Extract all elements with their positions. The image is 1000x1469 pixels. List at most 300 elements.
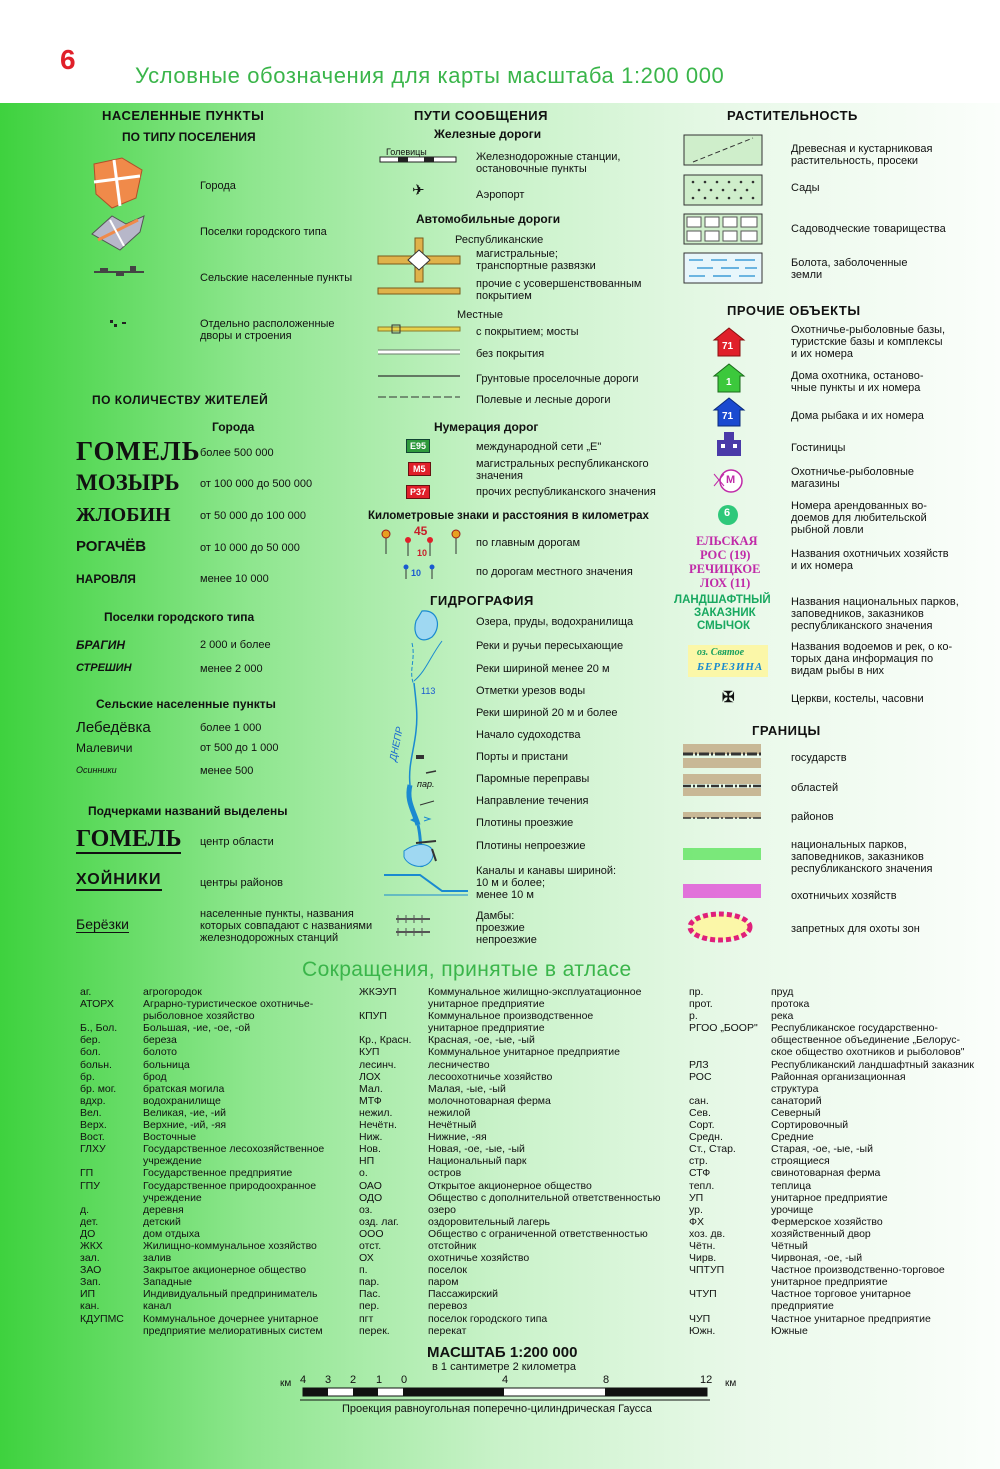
abbr-key: ЖКХ bbox=[80, 1239, 103, 1252]
other-item-8: Названия национальных парков, заповедников, заказников республиканского значения bbox=[791, 596, 959, 632]
hydro-mark-label: 113 bbox=[421, 686, 436, 696]
abbr-value: водохранилище bbox=[143, 1094, 221, 1107]
rural-name-3: Осинники bbox=[76, 765, 117, 775]
hydro-item-7: Порты и пристани bbox=[476, 751, 569, 763]
abbr-key: Зап. bbox=[80, 1276, 101, 1289]
abbr-value: учреждение bbox=[143, 1155, 202, 1168]
abbr-key: ЖКЭУП bbox=[359, 986, 397, 998]
vegetation-item-swamps: Болота, заболоченные земли bbox=[791, 257, 908, 281]
abbr-key bbox=[80, 1192, 144, 1204]
abbr-key: озд. лаг. bbox=[359, 1215, 399, 1228]
abbr-key: Средн. bbox=[689, 1131, 723, 1144]
garden-coop-symbol bbox=[683, 213, 763, 245]
abbr-key: Пас. bbox=[359, 1288, 381, 1301]
abbr-value: Чирвоная, -ое, -ый bbox=[771, 1252, 863, 1265]
abbr-key: КДУПМС bbox=[80, 1312, 124, 1325]
abbr-value: Великая, -ие, -ий bbox=[143, 1106, 226, 1119]
abbr-key: МТФ bbox=[359, 1094, 382, 1107]
abbr-value: Нижние, -яя bbox=[428, 1131, 487, 1144]
hunting-name-2: РОС (19) bbox=[700, 548, 751, 562]
hydro-item-2: Реки и ручьи пересыхающие bbox=[476, 640, 624, 652]
abbr-value: Районная организационная bbox=[771, 1070, 906, 1083]
park-name-2: ЗАКАЗНИК bbox=[694, 607, 756, 619]
road-badge-m5: M5 bbox=[408, 462, 431, 476]
hydro-item-6: Начало судоходства bbox=[476, 729, 581, 741]
numbering-desc-m: магистральных республиканского значения bbox=[476, 458, 649, 482]
abbr-value: Государственное природоохранное bbox=[143, 1179, 317, 1192]
abbr-value: Коммунальное унитарное предприятие bbox=[428, 1046, 620, 1059]
abbr-value: деревня bbox=[143, 1203, 184, 1216]
rural-desc-3: менее 500 bbox=[200, 765, 254, 777]
other-item-7: Названия охотничьих хозяйств и их номера bbox=[791, 548, 949, 572]
abbr-key: ОДО bbox=[359, 1191, 383, 1204]
abbr-key: хоз. дв. bbox=[689, 1227, 726, 1240]
abbr-value: нежилой bbox=[428, 1106, 471, 1119]
abbr-key bbox=[80, 1155, 144, 1167]
road-badge-p37: P37 bbox=[406, 485, 430, 499]
underlined-desc-3: населенные пункты, названия которых совпадают с названиями железнодорожных станций bbox=[200, 908, 373, 944]
abbr-key: аг. bbox=[80, 986, 92, 998]
hunter-house-number: 1 bbox=[726, 377, 732, 388]
border-symbols bbox=[683, 744, 763, 944]
hydro-heading: ГИДРОГРАФИЯ bbox=[430, 593, 534, 608]
abbr-value: Средние bbox=[771, 1131, 814, 1144]
gardens-symbol bbox=[683, 174, 763, 206]
other-item-4: Гостиницы bbox=[791, 442, 846, 454]
abbr-value: агрогородок bbox=[143, 986, 202, 998]
abbr-key: ОХ bbox=[359, 1252, 374, 1265]
abbr-value: учреждение bbox=[143, 1191, 202, 1204]
airport-icon: ✈ bbox=[412, 182, 425, 199]
abbr-key: Нов. bbox=[359, 1143, 381, 1156]
abbr-value: Старая, -ое, -ые, -ый bbox=[771, 1143, 873, 1156]
abbr-value: поселок городского типа bbox=[428, 1312, 548, 1325]
abbr-key bbox=[689, 1300, 769, 1312]
abbr-value: отстойник bbox=[428, 1239, 477, 1252]
underlined-name-3: Берёзки bbox=[76, 916, 129, 932]
abbr-key: РОС bbox=[689, 1070, 712, 1083]
abbr-value: структура bbox=[771, 1082, 819, 1095]
abbr-key: Нечётн. bbox=[359, 1119, 397, 1132]
underlined-desc-2: центры районов bbox=[200, 877, 284, 889]
hydro-item-5: Реки шириной 20 м и более bbox=[476, 707, 618, 719]
abbr-col1-vals bbox=[143, 986, 353, 1337]
abbr-key: Ниж. bbox=[359, 1131, 383, 1144]
abbr-value: поселок bbox=[428, 1264, 467, 1277]
abbr-value: Частное торговое унитарное bbox=[771, 1288, 911, 1301]
city-desc-1: более 500 000 bbox=[200, 447, 274, 459]
abbr-value: береза bbox=[143, 1034, 177, 1047]
border-item-1: государств bbox=[791, 752, 847, 764]
town-desc-2: менее 2 000 bbox=[200, 663, 263, 675]
vegetation-item-gardens: Сады bbox=[791, 182, 820, 194]
numbering-desc-p: прочих республиканского значения bbox=[476, 486, 656, 498]
abbr-key: ЧУП bbox=[689, 1312, 711, 1325]
scale-unit-left: км bbox=[280, 1378, 292, 1389]
settlement-type-rural: Сельские населенные пункты bbox=[200, 272, 353, 284]
numbering-desc-e: международной сети „Е" bbox=[476, 441, 602, 453]
abbr-value: Общество с ограниченной ответственностью bbox=[428, 1227, 648, 1240]
abbr-key bbox=[689, 1276, 769, 1288]
scale-tick-label-l1: 1 bbox=[376, 1374, 383, 1386]
abbr-value: ское общество охотников и рыболовов" bbox=[771, 1046, 965, 1059]
city-desc-2: от 100 000 до 500 000 bbox=[200, 478, 313, 490]
abbr-value: оздоровительный лагерь bbox=[428, 1215, 551, 1228]
other-heading: ПРОЧИЕ ОБЪЕКТЫ bbox=[727, 303, 861, 318]
town-name-2: СТРЕШИН bbox=[76, 662, 132, 674]
rural-name-2: Малевичи bbox=[76, 741, 133, 755]
abbr-value: лесничество bbox=[428, 1058, 490, 1071]
abbr-key: пар. bbox=[359, 1276, 380, 1289]
city-desc-4: от 10 000 до 50 000 bbox=[200, 542, 300, 554]
abbr-key: Верх. bbox=[80, 1119, 107, 1132]
road-badge-e95: E95 bbox=[406, 439, 430, 453]
hunting-base-number: 71 bbox=[722, 341, 734, 352]
abbr-key: тепл. bbox=[689, 1179, 715, 1192]
local-item-paved: с покрытием; мосты bbox=[476, 326, 579, 338]
scale-tick-label-r8: 8 bbox=[603, 1374, 610, 1386]
border-item-2: областей bbox=[791, 782, 839, 794]
settlement-type-farmstead: Отдельно расположенные дворы и строения bbox=[200, 318, 335, 342]
border-item-3: районов bbox=[791, 811, 834, 823]
abbr-key: бр. bbox=[80, 1070, 95, 1083]
abbr-value: теплица bbox=[771, 1179, 812, 1192]
abbr-key: отст. bbox=[359, 1239, 382, 1252]
abbr-value: Большая, -ие, -ое, -ой bbox=[143, 1022, 251, 1035]
abbr-key: Чирв. bbox=[689, 1252, 717, 1265]
abbr-key: о. bbox=[359, 1167, 368, 1180]
abbr-key bbox=[359, 1022, 429, 1034]
scale-title: МАСШТАБ 1:200 000 bbox=[427, 1344, 578, 1361]
km-item-local: по дорогам местного значения bbox=[476, 566, 633, 578]
ferry-label: пар. bbox=[417, 779, 435, 789]
hunting-name-3: РЕЧИЦКОЕ bbox=[689, 562, 761, 576]
abbr-key: д. bbox=[80, 1203, 90, 1216]
abbr-key: Б., Бол. bbox=[80, 1022, 118, 1035]
abbr-value: Закрытое акционерное общество bbox=[143, 1264, 307, 1277]
abbr-value: Южные bbox=[771, 1324, 808, 1337]
underlined-name-2: ХОЙНИКИ bbox=[76, 871, 162, 891]
abbr-value: молочнотоварная ферма bbox=[428, 1094, 551, 1107]
abbr-value: хозяйственный двор bbox=[771, 1227, 871, 1240]
abbr-value: Индивидуальный предприниматель bbox=[143, 1288, 318, 1301]
hunting-name-4: ЛОХ (11) bbox=[700, 576, 751, 590]
abbr-value: унитарное предприятие bbox=[771, 1191, 888, 1204]
abbr-key: сан. bbox=[689, 1094, 709, 1107]
city-desc-5: менее 10 000 bbox=[200, 573, 269, 585]
local-label: Местные bbox=[457, 309, 504, 321]
towns-heading: Поселки городского типа bbox=[104, 610, 255, 624]
local-item-field: Полевые и лесные дороги bbox=[476, 394, 611, 406]
hydro-item-1: Озера, пруды, водохранилища bbox=[476, 616, 634, 628]
abbr-key: КПУП bbox=[359, 1010, 387, 1023]
city-name-3: ЖЛОБИН bbox=[76, 504, 171, 526]
abbr-value: Восточные bbox=[143, 1131, 197, 1144]
border-item-6: запретных для охоты зон bbox=[791, 923, 920, 935]
road-item-main: магистральные; транспортные развязки bbox=[476, 248, 596, 272]
fisher-house-number: 71 bbox=[722, 411, 734, 422]
abbr-col2-keys bbox=[359, 986, 429, 1337]
abbr-value: залив bbox=[143, 1252, 172, 1265]
rail-item-airport: Аэропорт bbox=[476, 189, 525, 201]
hunting-name-1: ЕЛЬСКАЯ bbox=[696, 534, 758, 548]
abbr-value: Новая, -ое, -ые, -ый bbox=[428, 1143, 525, 1156]
abbr-key: ЗАО bbox=[80, 1264, 102, 1277]
vegetation-item-coops: Садоводческие товарищества bbox=[791, 223, 946, 235]
abbr-value: паром bbox=[428, 1276, 459, 1289]
rural-desc-2: от 500 до 1 000 bbox=[200, 742, 279, 754]
km-local-symbol bbox=[400, 562, 440, 580]
abbr-key: бол. bbox=[80, 1046, 101, 1059]
town-symbol bbox=[90, 212, 146, 252]
abbr-value: братская могила bbox=[143, 1082, 225, 1095]
other-item-2: Дома охотника, останово- чные пункты и их номера bbox=[791, 370, 924, 394]
abbr-key: Южн. bbox=[689, 1324, 716, 1337]
abbr-value: Красная, -ое, -ые, -ый bbox=[428, 1034, 535, 1047]
abbr-key: ФХ bbox=[689, 1215, 704, 1228]
abbr-value: река bbox=[771, 1010, 794, 1023]
rural-desc-1: более 1 000 bbox=[200, 722, 262, 734]
abbr-key: зал. bbox=[80, 1252, 100, 1265]
abbr-key bbox=[689, 1046, 769, 1058]
underlined-name-1: ГОМЕЛЬ bbox=[76, 826, 182, 852]
fishing-shop-letter: M bbox=[726, 474, 736, 486]
city-symbol bbox=[92, 158, 144, 210]
abbr-value: Жилищно-коммунальное хозяйство bbox=[143, 1239, 317, 1252]
abbr-value: перекат bbox=[428, 1324, 467, 1337]
abbr-value: санаторий bbox=[771, 1094, 822, 1107]
hotel-icon bbox=[714, 430, 744, 458]
rural-symbol bbox=[94, 262, 144, 282]
highway-symbol bbox=[378, 238, 460, 298]
abbr-key: пер. bbox=[359, 1300, 380, 1313]
scale-tick-label-l2: 2 bbox=[350, 1374, 357, 1386]
abbr-col3-vals bbox=[771, 986, 991, 1337]
hydro-symbol bbox=[380, 605, 470, 950]
abbr-key: п. bbox=[359, 1264, 368, 1277]
abbr-value: Частное унитарное предприятие bbox=[771, 1312, 931, 1325]
scale-tick-label-r4: 4 bbox=[502, 1374, 509, 1386]
hydro-item-11: Плотины непроезжие bbox=[476, 840, 586, 852]
abbr-key: нежил. bbox=[359, 1106, 393, 1119]
abbr-key: ГП bbox=[80, 1167, 94, 1180]
abbr-key: р. bbox=[689, 1010, 698, 1023]
town-name-1: БРАГИН bbox=[76, 638, 126, 652]
city-desc-3: от 50 000 до 100 000 bbox=[200, 510, 307, 522]
km-main-number: 45 bbox=[414, 524, 428, 538]
other-item-6: Номера арендованных во- доемов для любительской рыбной ловли bbox=[791, 500, 927, 536]
abbr-key bbox=[359, 998, 429, 1010]
abbr-value: Республиканский ландшафтный заказник bbox=[771, 1058, 974, 1071]
abbr-key: СТФ bbox=[689, 1167, 711, 1180]
abbr-value: Частное производственно-торговое bbox=[771, 1264, 945, 1277]
abbr-value: предприятие мелиоративных систем bbox=[143, 1324, 323, 1337]
abbr-value: Малая, -ые, -ый bbox=[428, 1082, 506, 1095]
abbr-value: Общество с дополнительной ответственностью bbox=[428, 1191, 661, 1204]
city-name-2: МОЗЫРЬ bbox=[76, 470, 180, 495]
underline-heading: Подчерками названий выделены bbox=[88, 804, 288, 818]
abbr-key: Ст., Стар. bbox=[689, 1143, 736, 1156]
other-item-10: Церкви, костелы, часовни bbox=[791, 693, 924, 705]
abbr-value: Западные bbox=[143, 1276, 193, 1289]
abbr-value: брод bbox=[143, 1070, 167, 1083]
abbr-key: Чётн. bbox=[689, 1239, 716, 1252]
hydro-item-12: Каналы и канавы шириной: 10 м и более; менее 10 м bbox=[476, 865, 617, 901]
abbr-key: ГЛХУ bbox=[80, 1143, 106, 1156]
other-item-5: Охотничье-рыболовные магазины bbox=[791, 466, 914, 490]
scale-tick-label-l4: 4 bbox=[300, 1374, 307, 1386]
abbr-value: Чётный bbox=[771, 1239, 808, 1252]
swamp-symbol bbox=[683, 252, 763, 284]
abbr-value: охотничье хозяйство bbox=[428, 1252, 530, 1265]
abbr-value: предприятие bbox=[771, 1300, 834, 1313]
abbr-key: бр. мог. bbox=[80, 1082, 117, 1095]
km-local-number: 10 bbox=[411, 568, 422, 578]
abbr-value: Национальный парк bbox=[428, 1155, 527, 1168]
farmstead-symbol bbox=[108, 318, 128, 330]
abbr-key: Мал. bbox=[359, 1082, 383, 1095]
projection-text: Проекция равноугольная поперечно-цилиндрическая Гаусса bbox=[342, 1403, 652, 1415]
forest-symbol bbox=[683, 134, 763, 166]
abbr-value: Коммунальное производственное bbox=[428, 1010, 594, 1023]
abbr-value: Нечётный bbox=[428, 1119, 477, 1132]
abbr-key bbox=[80, 1010, 144, 1022]
other-item-3: Дома рыбака и их номера bbox=[791, 410, 924, 422]
settlement-type-city: Города bbox=[200, 180, 236, 192]
abbr-key: ГПУ bbox=[80, 1179, 100, 1192]
local-item-dirt: Грунтовые проселочные дороги bbox=[476, 373, 639, 385]
km-main-small: 10 bbox=[417, 548, 428, 558]
station-label: Голевицы bbox=[386, 147, 427, 157]
underlined-desc-1: центр области bbox=[200, 836, 274, 848]
page-number: 6 bbox=[60, 44, 76, 75]
abbr-value: дом отдыха bbox=[143, 1227, 200, 1240]
local-item-unpaved: без покрытия bbox=[476, 348, 545, 360]
abbr-value: Коммунальное жилищно-эксплуатационное bbox=[428, 986, 642, 998]
abbr-key: стр. bbox=[689, 1155, 708, 1168]
abbr-key: КУП bbox=[359, 1046, 380, 1059]
rail-heading: Железные дороги bbox=[434, 127, 542, 141]
abbr-key: ООО bbox=[359, 1227, 384, 1240]
abbr-key: Вост. bbox=[80, 1131, 105, 1144]
abbr-key: пр. bbox=[689, 986, 704, 998]
hydro-item-3: Реки шириной менее 20 м bbox=[476, 663, 610, 675]
abbr-value: Сортировочный bbox=[771, 1119, 849, 1132]
roads-heading: Автомобильные дороги bbox=[416, 212, 561, 226]
abbr-key: перек. bbox=[359, 1324, 390, 1337]
abbr-col2-vals bbox=[428, 986, 678, 1337]
by-population-heading: ПО КОЛИЧЕСТВУ ЖИТЕЛЕЙ bbox=[92, 393, 269, 407]
abbr-key bbox=[689, 1083, 769, 1095]
abbr-key: прот. bbox=[689, 998, 713, 1011]
other-item-1: Охотничье-рыболовные базы, туристские базы и комплексы и их номера bbox=[791, 324, 946, 360]
abbr-key: Вел. bbox=[80, 1106, 102, 1119]
abbr-value: Государственное предприятие bbox=[143, 1167, 293, 1180]
town-desc-1: 2 000 и более bbox=[200, 639, 271, 651]
abbr-key: вдхр. bbox=[80, 1094, 106, 1107]
water-name-1: оз. Святое bbox=[697, 647, 745, 658]
scale-tick-label-r12: 12 bbox=[700, 1374, 713, 1386]
abbr-key: дет. bbox=[80, 1215, 99, 1228]
abbr-value: рыболовное хозяйство bbox=[143, 1010, 255, 1023]
settlement-type-town: Поселки городского типа bbox=[200, 226, 327, 238]
abbr-value: Аграрно-туристическое охотничье- bbox=[143, 998, 314, 1011]
road-item-other: прочие с усовершенствованным покрытием bbox=[476, 278, 642, 302]
rural-name-1: Лебедёвка bbox=[76, 719, 151, 736]
local-roads-symbol bbox=[378, 322, 460, 402]
abbr-key: РЛЗ bbox=[689, 1058, 709, 1071]
rural-heading: Сельские населенные пункты bbox=[96, 697, 276, 711]
abbr-value: унитарное предприятие bbox=[428, 1022, 545, 1035]
abbr-key: больн. bbox=[80, 1058, 112, 1071]
park-name-3: СМЫЧОК bbox=[697, 620, 751, 632]
scale-tick-label-0: 0 bbox=[401, 1374, 408, 1386]
abbr-key: оз. bbox=[359, 1203, 373, 1216]
church-icon: ✠ bbox=[722, 689, 735, 706]
abbr-value: канал bbox=[143, 1300, 172, 1313]
abbr-key: ур. bbox=[689, 1203, 703, 1216]
abbr-value: Верхние, -ий, -яя bbox=[143, 1119, 227, 1132]
abbr-key: лесинч. bbox=[359, 1058, 397, 1071]
abbr-value: урочище bbox=[771, 1203, 814, 1216]
abbr-key bbox=[80, 1325, 144, 1337]
page-title: Условные обозначения для карты масштаба 1:200 000 bbox=[135, 63, 725, 88]
abbr-key: НП bbox=[359, 1155, 375, 1168]
abbr-value: общественное объединение „Белорус- bbox=[771, 1034, 961, 1047]
abbr-value: детский bbox=[143, 1215, 181, 1228]
abbr-key: кан. bbox=[80, 1300, 100, 1313]
abbr-value: протока bbox=[771, 998, 810, 1011]
rented-pond-number: 6 bbox=[724, 507, 731, 519]
vegetation-item-forest: Древесная и кустарниковая растительность, просеки bbox=[791, 143, 933, 167]
abbr-value: унитарное предприятие bbox=[428, 998, 545, 1011]
abbr-key: ДО bbox=[80, 1227, 96, 1240]
numbering-heading: Нумерация дорог bbox=[434, 420, 539, 434]
hydro-item-4: Отметки урезов воды bbox=[476, 685, 586, 697]
abbr-value: больница bbox=[143, 1058, 190, 1071]
abbr-key: Сорт. bbox=[689, 1119, 715, 1132]
water-name-2: БЕРЕЗИНА bbox=[697, 661, 764, 673]
abbr-value: озеро bbox=[428, 1203, 456, 1216]
by-type-heading: ПО ТИПУ ПОСЕЛЕНИЯ bbox=[122, 130, 256, 144]
border-item-4: национальных парков, заповедников, заказников республиканского значения bbox=[791, 839, 933, 875]
abbr-key: ЧТУП bbox=[689, 1288, 717, 1301]
park-name-1: ЛАНДШАФТНЫЙ bbox=[674, 594, 771, 606]
km-item-main: по главным дорогам bbox=[476, 537, 581, 549]
abbreviations-heading: Сокращения, принятые в атласе bbox=[302, 958, 632, 981]
rail-item-stations: Железнодорожные станции, остановочные пункты bbox=[476, 151, 621, 175]
settlements-heading: НАСЕЛЕННЫЕ ПУНКТЫ bbox=[102, 108, 265, 123]
km-heading: Километровые знаки и расстояния в километрах bbox=[368, 510, 649, 522]
abbr-key: ЛОХ bbox=[359, 1070, 381, 1083]
abbr-value: Пассажирский bbox=[428, 1288, 499, 1301]
city-name-5: НАРОВЛЯ bbox=[76, 572, 136, 586]
abbr-key: ОАО bbox=[359, 1179, 382, 1192]
abbr-key: Кр., Красн. bbox=[359, 1034, 412, 1047]
hydro-item-9: Направление течения bbox=[476, 795, 589, 807]
abbr-key: бер. bbox=[80, 1034, 101, 1047]
abbr-value: строящиеся bbox=[771, 1155, 830, 1168]
hydro-item-13: Дамбы: проезжие непроезжие bbox=[476, 910, 537, 946]
abbr-key: ЧПТУП bbox=[689, 1264, 725, 1277]
border-item-5: охотничьих хозяйств bbox=[791, 890, 897, 902]
river-label: ДНЕПР bbox=[388, 725, 407, 763]
abbr-key: РГОО „БООР" bbox=[689, 1022, 758, 1035]
abbr-value: пруд bbox=[771, 986, 794, 998]
hydro-item-10: Плотины проезжие bbox=[476, 817, 574, 829]
abbr-value: болото bbox=[143, 1046, 178, 1059]
cities-heading: Города bbox=[212, 420, 255, 434]
